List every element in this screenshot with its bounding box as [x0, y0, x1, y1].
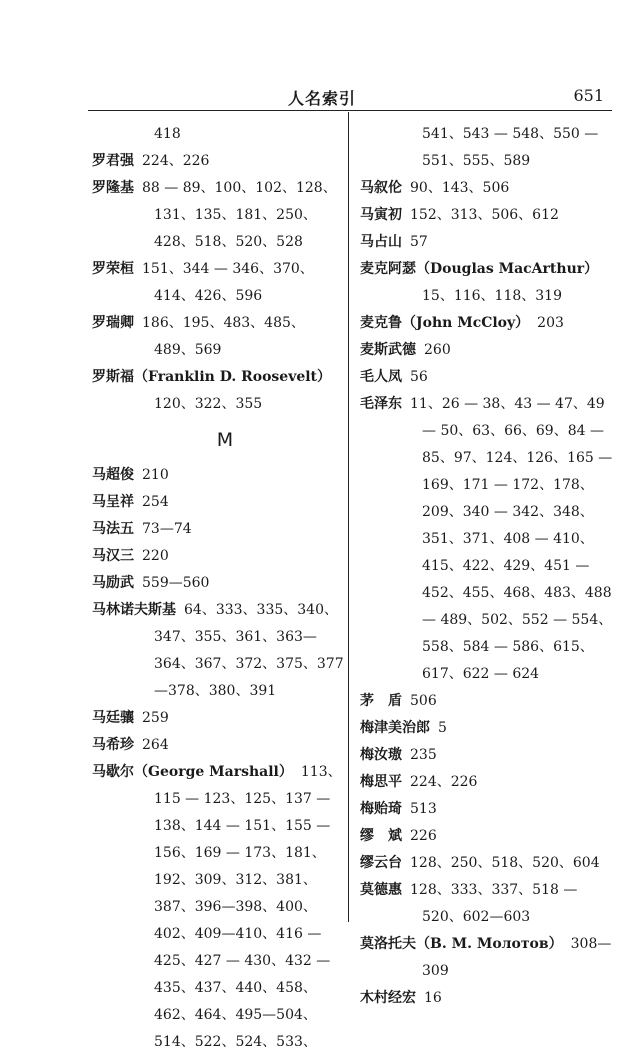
entry-pages: 506: [410, 693, 437, 709]
index-entry: [360, 877, 614, 931]
index-entry: [360, 256, 614, 310]
entry-name: 梅汝璈: [360, 747, 402, 763]
right-entries: [360, 121, 614, 1012]
entry-pages: 203: [537, 315, 564, 331]
entry-name: 莫德惠: [360, 882, 402, 898]
index-entry: [360, 229, 614, 256]
index-entry: [360, 688, 614, 715]
entry-pages: 226: [410, 828, 437, 844]
entry-name: 马呈祥: [92, 494, 134, 510]
entry-pages: 16: [424, 990, 442, 1006]
index-entry: [360, 796, 614, 823]
entry-pages: 64、333、335、340、347、355、361、363—364、367、372、375、377—378、380、391: [154, 602, 344, 699]
column-divider: [348, 112, 349, 922]
index-entry: [360, 121, 614, 175]
entry-pages: 541、543 — 548、550 — 551、555、589: [422, 126, 599, 169]
entry-name: 罗荣桓: [92, 261, 134, 277]
index-entry: [92, 121, 344, 148]
entry-name: 罗瑞卿: [92, 315, 134, 331]
entry-pages: 210: [142, 467, 169, 483]
entry-pages: 15、116、118、319: [422, 288, 562, 304]
entry-name: 麦克鲁（John McCloy）: [360, 315, 530, 331]
left-entries-after-section: [92, 462, 344, 1056]
entry-name: 梅津美治郎: [360, 720, 430, 736]
entry-name: 缪云台: [360, 855, 402, 871]
index-entry: [360, 391, 614, 688]
entry-name: 麦斯武德: [360, 342, 416, 358]
entry-pages: 5: [438, 720, 447, 736]
entry-pages: 90、143、506: [410, 180, 510, 196]
index-entry: [360, 337, 614, 364]
entry-name: 马励武: [92, 575, 134, 591]
entry-name: 罗隆基: [92, 180, 134, 196]
index-entry: [92, 516, 344, 543]
index-entry: [92, 310, 344, 364]
index-entry: [92, 597, 344, 705]
entry-name: 马叙伦: [360, 180, 402, 196]
index-entry: [92, 148, 344, 175]
entry-pages: 254: [142, 494, 169, 510]
entry-pages: 235: [410, 747, 437, 763]
running-head-title: 人名索引: [287, 89, 356, 108]
index-entry: [92, 543, 344, 570]
entry-pages: 260: [424, 342, 451, 358]
index-entry: [92, 364, 344, 418]
index-entry: [92, 732, 344, 759]
index-entry: [92, 570, 344, 597]
left-column: [92, 121, 344, 1056]
index-entry: [92, 256, 344, 310]
index-entry: [360, 364, 614, 391]
index-entry: [360, 175, 614, 202]
entry-name: 梅贻琦: [360, 801, 402, 817]
entry-pages: 151、344 — 346、370、414、426、596: [142, 261, 314, 304]
entry-pages: 259: [142, 710, 169, 726]
entry-name: 马林诺夫斯基: [92, 602, 176, 618]
index-entry: [92, 705, 344, 732]
entry-name: 罗君强: [92, 153, 134, 169]
entry-pages: 73—74: [142, 521, 192, 537]
entry-name: 马超俊: [92, 467, 134, 483]
entry-name: 马汉三: [92, 548, 134, 564]
entry-name: 马寅初: [360, 207, 402, 223]
index-entry: [92, 462, 344, 489]
index-entry: [360, 742, 614, 769]
right-column: [360, 121, 614, 1012]
left-entries-before-section: [92, 121, 344, 418]
entry-name: 缪 斌: [360, 828, 402, 844]
index-entry: [360, 823, 614, 850]
index-entry: [92, 175, 344, 256]
entry-pages: 128、333、337、518 — 520、602—603: [410, 882, 578, 925]
page-number: 651: [573, 86, 604, 105]
entry-pages: 128、250、518、520、604: [410, 855, 600, 871]
entry-pages: 559—560: [142, 575, 210, 591]
entry-name: 木村经宏: [360, 990, 416, 1006]
index-entry: [360, 715, 614, 742]
entry-pages: 113、115 — 123、125、137 — 138、144 — 151、155 — 156、169 — 173、181、192、309、312、381、387、396—398、400、402、409—410、416 — 425、427 — 430、432 — 435、437、440、458、462、464、495—504、514、522、524、533、: [154, 764, 342, 1050]
entry-pages: 224、226: [142, 153, 210, 169]
index-entry: [360, 985, 614, 1012]
index-entry: [92, 759, 344, 1056]
entry-pages: 11、26 — 38、43 — 47、49 — 50、63、66、69、84 — 85、97、124、126、165 — 169、171 — 172、178、209、340 — 342、348、351、371、408 — 410、415、422、429、451 — 452、455、468、483、488 — 489、502、552 — 554、558、584 — 586、615、617、622 — 624: [410, 396, 613, 682]
entry-pages: 57: [410, 234, 428, 250]
entry-pages: 186、195、483、485、489、569: [142, 315, 305, 358]
entry-pages: 224、226: [410, 774, 478, 790]
index-entry: [360, 202, 614, 229]
index-entry: [360, 931, 614, 985]
entry-pages: 120、322、355: [154, 396, 263, 412]
entry-pages: 56: [410, 369, 428, 385]
entry-pages: 418: [154, 126, 181, 142]
index-entry: [360, 850, 614, 877]
index-entry: [92, 489, 344, 516]
index-entry: [360, 769, 614, 796]
entry-pages: 264: [142, 737, 169, 753]
entry-name: 马希珍: [92, 737, 134, 753]
entry-name: 马法五: [92, 521, 134, 537]
entry-pages: 88 — 89、100、102、128、131、135、181、250、428、518、520、528: [142, 180, 337, 250]
entry-name: 茅 盾: [360, 693, 402, 709]
entry-name: 罗斯福（Franklin D. Roosevelt）: [92, 369, 332, 385]
entry-name: 毛泽东: [360, 396, 402, 412]
index-entry: [360, 310, 614, 337]
entry-name: 梅思平: [360, 774, 402, 790]
entry-name: 马歇尔（George Marshall）: [92, 764, 293, 780]
entry-name: 马占山: [360, 234, 402, 250]
entry-name: 莫洛托夫（B. M. Молотов）: [360, 936, 563, 952]
entry-pages: 308—309: [422, 936, 612, 979]
entry-name: 毛人凤: [360, 369, 402, 385]
entry-pages: 220: [142, 548, 169, 564]
section-letter-m: M: [216, 429, 234, 451]
entry-pages: 152、313、506、612: [410, 207, 559, 223]
entry-name: 麦克阿瑟（Douglas MacArthur）: [360, 261, 599, 277]
entry-pages: 513: [410, 801, 437, 817]
header-rule: [88, 110, 612, 111]
entry-name: 马廷骧: [92, 710, 134, 726]
